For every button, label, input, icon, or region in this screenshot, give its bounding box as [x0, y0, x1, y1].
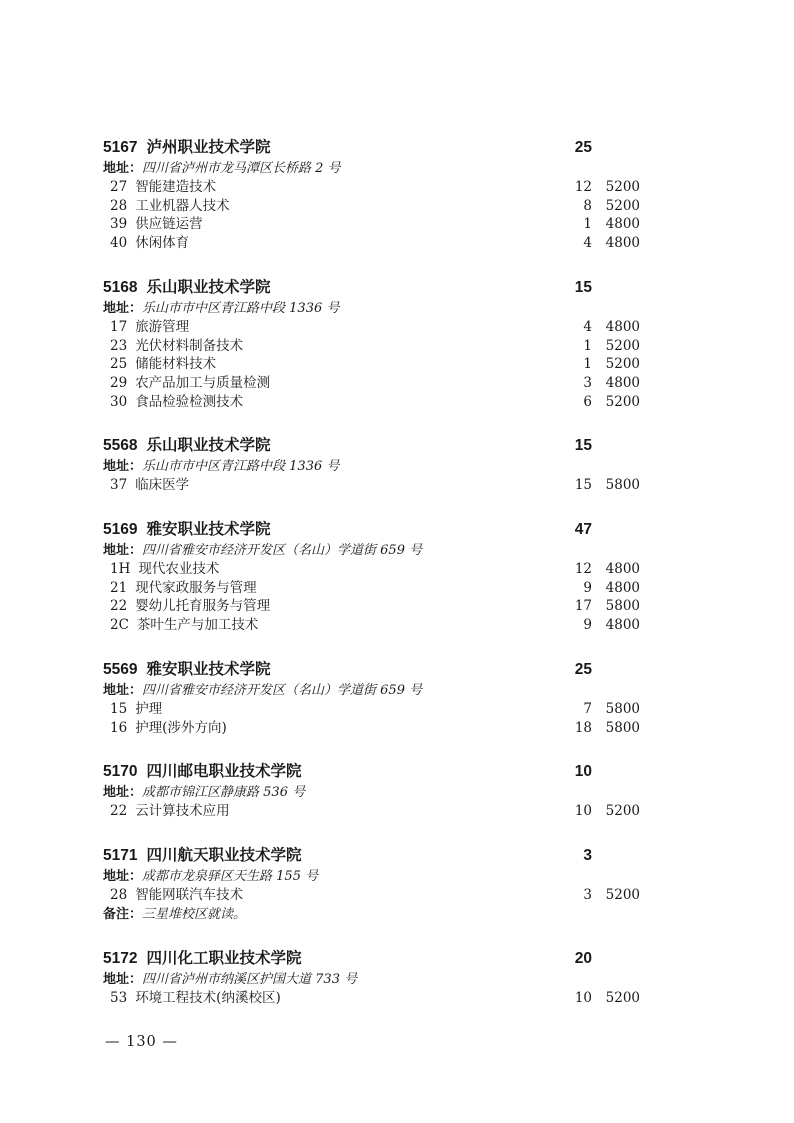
school-block — [103, 519, 640, 635]
school-code: 5569 — [103, 660, 138, 678]
school-total-count: 3 — [583, 846, 592, 864]
major-fee: 5800 — [605, 719, 640, 736]
address-text: 成都市锦江区静康路 536 号 — [142, 785, 306, 801]
major-count: 10 — [574, 803, 592, 820]
school-block — [103, 277, 640, 412]
major-count: 12 — [574, 179, 592, 195]
school-list — [103, 137, 640, 1007]
note-text: 三星堆校区就读。 — [142, 906, 247, 922]
school-block — [103, 761, 640, 821]
school-address-line — [103, 541, 640, 560]
school-name: 雅安职业技术学院 — [146, 660, 271, 678]
address-text: 乐山市市中区青江路中段 1336 号 — [142, 300, 340, 316]
major-fee: 4800 — [605, 216, 640, 233]
major-name-cell — [110, 337, 550, 356]
major-count: 3 — [583, 374, 592, 391]
major-name-cell — [110, 476, 550, 495]
major-row — [103, 234, 640, 253]
address-text: 四川省泸州市龙马潭区长桥路 2 号 — [142, 161, 341, 176]
address-text: 四川省雅安市经济开发区（名山）学道街 659 号 — [142, 543, 423, 559]
address-label: 地址： — [103, 459, 143, 475]
major-fee: 5200 — [605, 886, 640, 903]
major-name-cell — [110, 719, 550, 738]
major-fee: 5800 — [605, 598, 640, 615]
address-label: 地址： — [103, 161, 143, 176]
major-row — [103, 560, 640, 579]
major-title: 现代家政服务与管理 — [135, 579, 257, 596]
major-name-cell — [110, 579, 550, 598]
major-name-cell — [110, 616, 550, 635]
major-row — [103, 393, 640, 412]
major-name-cell — [110, 234, 550, 253]
major-count: 9 — [583, 579, 592, 596]
major-code: 22 — [110, 598, 128, 615]
major-row — [103, 476, 640, 495]
major-code: 17 — [110, 318, 128, 335]
major-title: 护理 — [135, 700, 163, 717]
major-fee: 5200 — [605, 803, 640, 820]
school-title — [103, 948, 550, 970]
school-header — [103, 519, 640, 541]
major-name-cell — [110, 802, 550, 821]
major-code: 22 — [110, 803, 128, 820]
major-name-cell — [110, 318, 550, 337]
major-title: 农产品加工与质量检测 — [135, 374, 271, 391]
school-header — [103, 137, 640, 159]
major-fee: 4800 — [605, 579, 640, 596]
school-code: 5171 — [103, 846, 138, 864]
major-code: 21 — [110, 579, 128, 596]
school-total-count: 20 — [574, 949, 592, 967]
major-fee: 4800 — [605, 374, 640, 391]
major-fee: 5800 — [605, 700, 640, 717]
address-label: 地址： — [103, 682, 143, 698]
major-count: 8 — [583, 197, 592, 214]
major-fee: 5200 — [605, 179, 640, 195]
major-code: 16 — [110, 719, 128, 736]
school-name: 乐山职业技术学院 — [146, 437, 271, 455]
school-title — [103, 659, 550, 681]
school-header — [103, 761, 640, 783]
major-count: 1 — [583, 356, 592, 373]
major-count: 9 — [583, 617, 592, 634]
major-title: 临床医学 — [135, 477, 190, 494]
major-code: 29 — [110, 374, 128, 391]
major-name-cell — [110, 886, 550, 905]
major-title: 休闲体育 — [135, 235, 190, 252]
school-code: 5168 — [103, 278, 138, 296]
major-code: 30 — [110, 393, 128, 410]
school-code: 5169 — [103, 521, 138, 539]
note-label: 备注： — [103, 906, 143, 922]
school-header — [103, 845, 640, 867]
major-code: 2C — [110, 617, 129, 634]
major-name-cell — [110, 393, 550, 412]
school-code: 5167 — [103, 139, 138, 156]
school-block — [103, 948, 640, 1008]
major-name-cell — [110, 215, 550, 234]
major-title: 现代农业技术 — [138, 561, 220, 578]
school-code: 5172 — [103, 949, 138, 967]
major-fee: 4800 — [605, 561, 640, 578]
school-name: 泸州职业技术学院 — [146, 139, 271, 156]
major-count: 4 — [583, 318, 592, 335]
major-row — [103, 700, 640, 719]
school-address-line — [103, 299, 640, 318]
address-text: 成都市龙泉驿区天生路 155 号 — [142, 868, 319, 884]
major-code: 15 — [110, 700, 128, 717]
address-label: 地址： — [103, 785, 143, 801]
school-header — [103, 659, 640, 681]
major-code: 27 — [110, 179, 128, 195]
major-title: 护理(涉外方向) — [135, 719, 227, 736]
major-count: 12 — [574, 561, 592, 578]
major-title: 供应链运营 — [135, 216, 203, 233]
school-title — [103, 519, 550, 541]
address-label: 地址： — [103, 868, 143, 884]
address-label: 地址： — [103, 300, 143, 316]
school-title — [103, 845, 550, 867]
major-count: 4 — [583, 235, 592, 252]
address-text: 乐山市市中区青江路中段 1336 号 — [142, 459, 340, 475]
school-total-count: 25 — [574, 139, 592, 156]
school-address-line — [103, 457, 640, 476]
school-name: 乐山职业技术学院 — [146, 278, 271, 296]
major-name-cell — [110, 989, 550, 1008]
major-row — [103, 802, 640, 821]
major-fee: 4800 — [605, 235, 640, 252]
major-count: 18 — [574, 719, 592, 736]
major-count: 7 — [583, 700, 592, 717]
major-name-cell — [110, 178, 550, 197]
major-fee: 5800 — [605, 477, 640, 494]
major-row — [103, 616, 640, 635]
major-count: 1 — [583, 216, 592, 233]
major-name-cell — [110, 374, 550, 393]
school-total-count: 25 — [574, 660, 592, 678]
school-name: 四川航天职业技术学院 — [146, 846, 302, 864]
major-code: 23 — [110, 337, 128, 354]
major-name-cell — [110, 700, 550, 719]
major-row — [103, 989, 640, 1008]
major-title: 云计算技术应用 — [135, 803, 230, 820]
major-title: 工业机器人技术 — [135, 197, 230, 214]
major-title: 旅游管理 — [135, 318, 190, 335]
major-name-cell — [110, 197, 550, 216]
major-count: 15 — [574, 477, 592, 494]
address-label: 地址： — [103, 971, 143, 987]
school-code: 5170 — [103, 763, 138, 781]
major-count: 3 — [583, 886, 592, 903]
school-title — [103, 435, 550, 457]
school-address-line — [103, 867, 640, 886]
school-header — [103, 277, 640, 299]
major-fee: 4800 — [605, 617, 640, 634]
major-row — [103, 318, 640, 337]
school-address-line — [103, 970, 640, 989]
major-code: 39 — [110, 216, 128, 233]
school-note-line — [103, 905, 640, 924]
major-code: 28 — [110, 886, 128, 903]
major-row — [103, 374, 640, 393]
major-fee: 5200 — [605, 356, 640, 373]
major-fee: 5200 — [605, 197, 640, 214]
address-text: 四川省雅安市经济开发区（名山）学道街 659 号 — [142, 682, 423, 698]
major-fee: 5200 — [605, 393, 640, 410]
school-total-count: 15 — [574, 437, 592, 455]
major-count: 6 — [583, 393, 592, 410]
school-total-count: 10 — [574, 763, 592, 781]
major-name-cell — [110, 597, 550, 616]
major-fee: 5200 — [605, 989, 640, 1006]
major-name-cell — [110, 355, 550, 374]
major-row — [103, 215, 640, 234]
major-code: 1H — [110, 561, 131, 578]
major-code: 25 — [110, 356, 128, 373]
school-block — [103, 137, 640, 253]
address-label: 地址： — [103, 543, 143, 559]
school-block — [103, 659, 640, 737]
major-code: 40 — [110, 235, 128, 252]
major-code: 37 — [110, 477, 128, 494]
major-row — [103, 355, 640, 374]
major-count: 10 — [574, 989, 592, 1006]
major-row — [103, 197, 640, 216]
address-text: 四川省泸州市纳溪区护国大道 733 号 — [142, 971, 358, 987]
major-title: 环境工程技术(纳溪校区) — [135, 989, 281, 1006]
major-count: 1 — [583, 337, 592, 354]
major-count: 17 — [574, 598, 592, 615]
major-title: 茶叶生产与加工技术 — [136, 617, 259, 634]
school-header — [103, 948, 640, 970]
major-title: 食品检验检测技术 — [135, 393, 244, 410]
school-total-count: 15 — [574, 278, 592, 296]
major-row — [103, 178, 640, 197]
school-title — [103, 761, 550, 783]
major-row — [103, 579, 640, 598]
school-name: 四川邮电职业技术学院 — [146, 763, 302, 781]
major-title: 婴幼儿托育服务与管理 — [135, 598, 271, 615]
school-title — [103, 137, 550, 159]
school-address-line — [103, 159, 640, 178]
school-header — [103, 435, 640, 457]
school-address-line — [103, 783, 640, 802]
page-number: — 130 — — [105, 1034, 178, 1051]
major-row — [103, 337, 640, 356]
major-row — [103, 719, 640, 738]
school-block — [103, 435, 640, 495]
school-total-count: 47 — [574, 521, 592, 539]
major-title: 智能网联汽车技术 — [135, 886, 244, 903]
school-address-line — [103, 681, 640, 700]
major-row — [103, 886, 640, 905]
major-title: 储能材料技术 — [135, 356, 217, 373]
major-fee: 4800 — [605, 318, 640, 335]
school-block — [103, 845, 640, 924]
major-row — [103, 597, 640, 616]
school-code: 5568 — [103, 437, 138, 455]
major-title: 智能建造技术 — [135, 179, 217, 195]
major-code: 28 — [110, 197, 128, 214]
major-code: 53 — [110, 989, 128, 1006]
major-fee: 5200 — [605, 337, 640, 354]
school-title — [103, 277, 550, 299]
school-name: 雅安职业技术学院 — [146, 521, 271, 539]
major-title: 光伏材料制备技术 — [135, 337, 244, 354]
school-name: 四川化工职业技术学院 — [146, 949, 302, 967]
major-name-cell — [110, 560, 550, 579]
